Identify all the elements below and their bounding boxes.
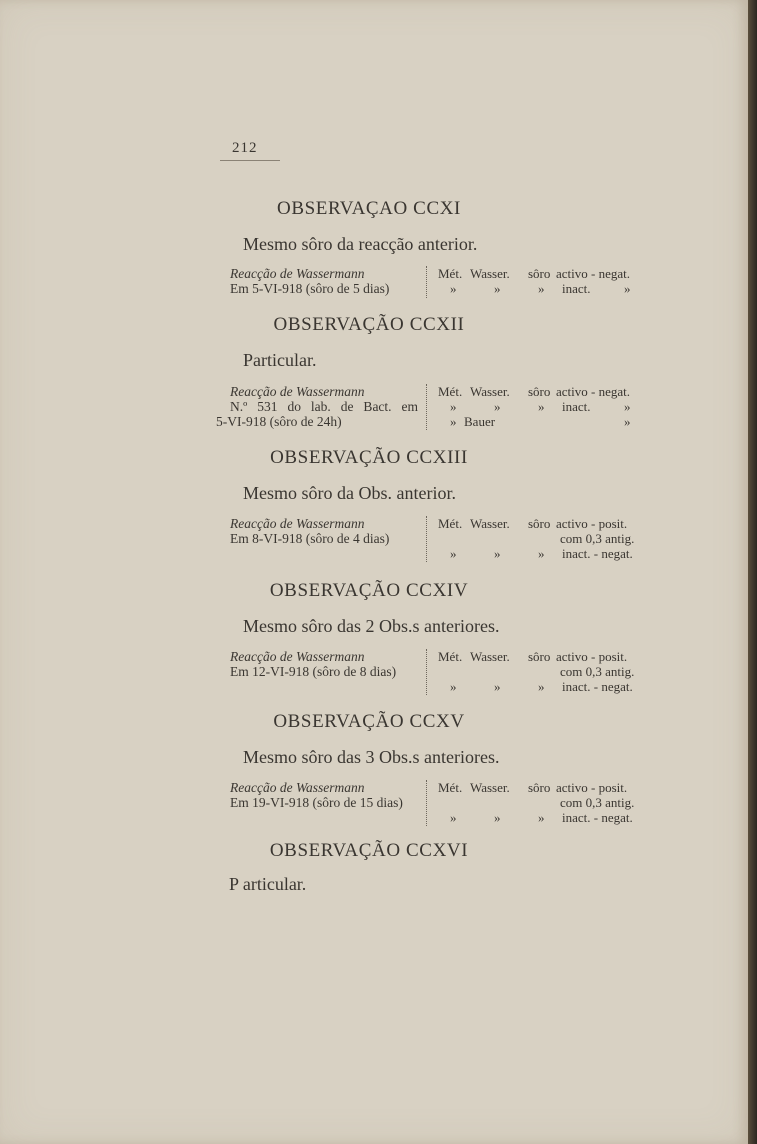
bracket-line xyxy=(426,516,427,562)
observation-intro: Mesmo sôro da reacção anterior. xyxy=(243,234,478,254)
observation-heading: OBSERVAÇÃO CCXV xyxy=(273,711,465,732)
ditto-mark: » xyxy=(538,399,545,414)
result-row xyxy=(438,266,646,281)
result-block xyxy=(438,384,646,429)
bracket-line xyxy=(426,384,427,430)
reaction-label xyxy=(230,780,403,810)
ditto-mark: » xyxy=(538,546,545,561)
method-cell: Mét. xyxy=(438,780,463,795)
observation-intro: Mesmo sôro das 3 Obs.s anteriores. xyxy=(243,747,500,767)
reaction-title: Reacção de Wassermann xyxy=(230,266,365,281)
result-row xyxy=(438,399,646,414)
result-row xyxy=(438,414,646,429)
bracket-line xyxy=(426,266,427,298)
result-row xyxy=(438,546,646,561)
reaction-title: Reacção de Wassermann xyxy=(230,649,365,664)
reaction-date: 5-VI-918 (sôro de 24h) xyxy=(216,414,342,429)
reaction-date: Em 5-VI-918 (sôro de 5 dias) xyxy=(230,281,390,296)
reaction-lab-number: N.º 531 do lab. de Bact. em xyxy=(230,399,418,414)
serum-cell: sôro xyxy=(528,384,551,399)
method-cell: Wasser. xyxy=(470,780,510,795)
antigen-cell: com 0,3 antig. xyxy=(560,795,635,810)
result-cell: activo - posit. xyxy=(556,780,628,795)
book-spine-edge xyxy=(748,0,757,1144)
reaction-label xyxy=(216,384,418,429)
reaction-date: Em 12-VI-918 (sôro de 8 dias) xyxy=(230,664,397,679)
result-block xyxy=(438,266,646,296)
observation-intro: Mesmo sôro da Obs. anterior. xyxy=(243,483,456,503)
observation-heading: OBSERVAÇÃO CCXIV xyxy=(269,580,469,601)
ditto-mark: » xyxy=(624,414,631,429)
result-cell: activo - posit. xyxy=(556,649,628,664)
antigen-cell: com 0,3 antig. xyxy=(560,664,635,679)
observation-heading: OBSERVAÇAO CCXI xyxy=(277,198,461,219)
method-cell: Wasser. xyxy=(470,266,510,281)
result-cell: inact. xyxy=(562,399,591,414)
ditto-mark: » xyxy=(494,281,501,296)
ditto-mark: » xyxy=(450,810,457,825)
result-row xyxy=(438,516,646,531)
result-row xyxy=(438,810,646,825)
result-row xyxy=(438,679,646,694)
serum-cell: sôro xyxy=(528,649,551,664)
reaction-title: Reacção de Wassermann xyxy=(230,384,365,399)
result-cell: inact. xyxy=(562,281,591,296)
result-cell: activo - posit. xyxy=(556,516,628,531)
ditto-mark: » xyxy=(538,679,545,694)
ditto-mark: » xyxy=(450,414,457,429)
result-row xyxy=(438,664,646,679)
result-cell: inact. - negat. xyxy=(562,546,633,561)
ditto-mark: » xyxy=(494,810,501,825)
ditto-mark: » xyxy=(624,281,631,296)
method-cell: Bauer xyxy=(464,414,496,429)
observation-intro: Mesmo sôro das 2 Obs.s anteriores. xyxy=(243,616,500,636)
result-cell: inact. - negat. xyxy=(562,810,633,825)
ditto-mark: » xyxy=(538,810,545,825)
serum-cell: sôro xyxy=(528,266,551,281)
method-cell: Mét. xyxy=(438,384,463,399)
antigen-cell: com 0,3 antig. xyxy=(560,531,635,546)
observation-intro: Particular. xyxy=(243,350,317,370)
bracket-line xyxy=(426,780,427,826)
result-cell: activo - negat. xyxy=(556,266,630,281)
serum-cell: sôro xyxy=(528,516,551,531)
method-cell: Mét. xyxy=(438,649,463,664)
ditto-mark: » xyxy=(450,399,457,414)
ditto-mark: » xyxy=(494,546,501,561)
method-cell: Wasser. xyxy=(470,649,510,664)
result-row xyxy=(438,649,646,664)
method-cell: Mét. xyxy=(438,266,463,281)
result-row xyxy=(438,384,646,399)
ditto-mark: » xyxy=(450,281,457,296)
result-block xyxy=(438,649,646,694)
reaction-date: Em 8-VI-918 (sôro de 4 dias) xyxy=(230,531,390,546)
observation-heading: OBSERVAÇÃO CCXVI xyxy=(269,840,469,861)
bracket-line xyxy=(426,649,427,695)
ditto-mark: » xyxy=(494,679,501,694)
result-row xyxy=(438,281,646,296)
reaction-title: Reacção de Wassermann xyxy=(230,780,365,795)
ditto-mark: » xyxy=(494,399,501,414)
result-cell: inact. - negat. xyxy=(562,679,633,694)
reaction-label xyxy=(230,516,389,546)
ditto-mark: » xyxy=(624,399,631,414)
method-cell: Wasser. xyxy=(470,384,510,399)
result-cell: activo - negat. xyxy=(556,384,630,399)
result-block xyxy=(438,516,646,561)
reaction-label xyxy=(230,649,396,679)
observation-intro: P articular. xyxy=(229,874,307,894)
serum-cell: sôro xyxy=(528,780,551,795)
reaction-label xyxy=(230,266,389,296)
result-row xyxy=(438,795,646,810)
result-row xyxy=(438,780,646,795)
reaction-title: Reacção de Wassermann xyxy=(230,516,365,531)
ditto-mark: » xyxy=(538,281,545,296)
ditto-mark: » xyxy=(450,546,457,561)
result-row xyxy=(438,531,646,546)
observation-heading: OBSERVAÇÃO CCXII xyxy=(273,314,465,335)
ditto-mark: » xyxy=(450,679,457,694)
method-cell: Wasser. xyxy=(470,516,510,531)
page-number: 212 xyxy=(220,140,280,161)
method-cell: Mét. xyxy=(438,516,463,531)
reaction-date: Em 19-VI-918 (sôro de 15 dias) xyxy=(230,795,403,810)
observation-heading: OBSERVAÇÃO CCXIII xyxy=(270,447,468,468)
result-block xyxy=(438,780,646,825)
